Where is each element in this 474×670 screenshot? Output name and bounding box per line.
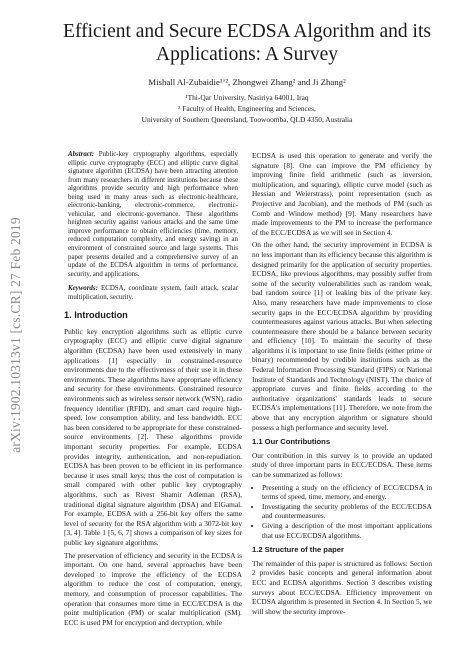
- list-item: • Giving a description of the most important applications that use ECC/ECDSA algorithms.: [262, 521, 432, 540]
- abstract: [64, 151, 242, 279]
- title-line-2: Applications: A Survey: [156, 44, 338, 65]
- affiliations: [60, 93, 434, 125]
- list-item: • Investigating the security problems of the ECC/ECDSA and countermeasures.: [262, 502, 432, 521]
- structure-paragraph: The remainder of this paper is structured as follows: Section 2 provides basic concepts and general information about ECC and ECDSA algorithms. Section 3 describes existing surveys about ECC/ECDSA. Efficiency improvement on ECDSA algorithm is presented in Section 4. In Section 5, we will show the security improve-: [252, 558, 432, 616]
- authors: Mishall Al-Zubaidie¹ʼ², Zhongwei Zhang² and Ji Zhang²: [148, 77, 346, 87]
- keywords: [64, 285, 242, 302]
- affiliation-2: ² Faculty of Health, Engineering and Sciences,: [178, 103, 316, 113]
- left-column: [64, 151, 242, 630]
- keywords-label: Keywords:: [68, 285, 98, 293]
- affiliation-1: ¹Thi-Qar University, Nasiriya 64001, Iraq: [185, 93, 309, 102]
- subsection-heading-structure: 1.2 Structure of the paper: [252, 545, 344, 555]
- abstract-label: Abstract:: [68, 151, 95, 158]
- intro-paragraph-1: Public key encryption algorithms such as elliptic curve cryptography (ECC) and elliptic curve digital signature algorithm (ECDSA) have been used extensively in many applications [1] especially in constrained-resource environments due to the effectiveness of their use it in these environments. These algorithms have appropriate efficiency and security for these environments. Constrained resource environments such as wireless sensor network (WSN), radio frequency identifier (RFID), and smart card require high-speed, low consumption ability, and less bandwidth. ECC has been considered to be appropriate for these constrained-source environments [2]. These algorithms provide important security properties. For example, ECDSA provides integrity, authentication, and non-repudiation. ECDSA has been proven to be efficient in its performance because it uses small keys; thus the cost of computation is small compared with other public key cryptography algorithms, such as Rivest Shamir Adleman (RSA), traditional digital signature algorithm (DSA) and ElGamal. For example, ECDSA with a 256-bit key offers the same level of security for the RSA algorithm with a 3072-bit key [3, 4]. Table 1 [5, 6, 7] shows a comparison of key sizes for public key signature algorithms.: [64, 326, 242, 547]
- title-line-1: Efficient and Secure ECDSA Algorithm and its: [63, 21, 431, 42]
- affiliation-3: University of Southern Queensland, Toowoomba, QLD 4350, Australia: [141, 114, 353, 124]
- list-item: • Presenting a study on the efficiency of ECC/ECDSA in terms of speed, time, memory, and energy.: [262, 483, 432, 502]
- arxiv-identifier: [6, 170, 26, 500]
- right-paragraph-1: ECDSA is used this operation to generate and verify the signature [8]. One can improve the PM efficiency by improving finite field arithmetic (such as inversion, multiplication, and squaring), elliptic curve model (such as Hessian and Weierstrass), point representation (such as Projective and Jacobian), and the methods of PM (such as Comb and Window method) [9]. Many researchers have made improvements to the PM to increase the performance of the ECC/ECDSA as we will see in Section 4.: [252, 151, 432, 237]
- arxiv-id-text: arXiv:1902.10313v1 [cs.CR] 27 Feb 2019: [8, 217, 23, 453]
- section-heading-introduction: 1. Introduction: [64, 310, 128, 321]
- right-paragraph-2: On the other hand, the security improvement in ECDSA is no less important than its efficiency because this algorithm is designed primarily for the application of security properties. ECDSA, like previous algorithms, may possibly suffer from some of the security vulnerabilities such as random weak, bad random source [1] or leaking bits of the private key. Also, many researchers have made improvements to close security gaps in the ECC/ECDSA algorithm by providing countermeasures against various attacks. But when selecting countermeasure there should be a balance between security and efficiency [10]. To maintain the security of these algorithms it is important to use finite fields (either prime or binary) recommended by credible institutions such as the Federal Information Processing Standard (FIPS) or National Institute of Standards and Technology (NIST). The choice of appropriate curves and finite fields according to the authoritative organizations' standards leads to secure ECDSA's implementations [11]. Therefore, we note from the above that any encryption algorithm or signature should possess a high performance and security level.: [252, 240, 432, 432]
- keywords-text: ECDSA, coordinate system, fault attack, scalar multiplication, security.: [68, 285, 238, 301]
- contributions-list: [252, 483, 432, 541]
- paper-title: [60, 20, 434, 66]
- intro-paragraph-2: The preservation of efficiency and security in the ECDSA is important. On one hand, several approaches have been developed to improve the efficiency of the ECDSA algorithm to reduce the cost of computation, energy, memory, and consumption of processor capabilities. The operation that consumes more time in ECC/ECDSA is the point multiplication (PM) or scalar multiplication (SM). ECC is used PM for encryption and decryption, while: [64, 550, 242, 627]
- right-column: [252, 151, 432, 619]
- subsection-heading-contributions: 1.1 Our Contributions: [252, 437, 331, 447]
- abstract-text: Public-key cryptography algorithms, especially elliptic curve cryptography (ECC) and elliptic curve digital signature algorithm (ECDSA) have been attracting attention from many researchers in different institutions because these algorithms provide security and high performance when being used in many areas such as electronic-healthcare, electronic-banking, electronic-commerce, electronic-vehicular, and electronic-governance. These algorithms heighten security against various attacks and the same time improve performance to obtain efficiencies (time, memory, reduced computation complexity, and energy saving) in an environment of constrained source and large systems. This paper presents detailed and a comprehensive survey of an update of the ECDSA algorithm in terms of performance, security, and applications.: [68, 151, 238, 278]
- contributions-intro: Our contribution in this survey is to provide an updated study of three important parts in ECC/ECDSA. These items can be summarized as follows:: [252, 450, 432, 479]
